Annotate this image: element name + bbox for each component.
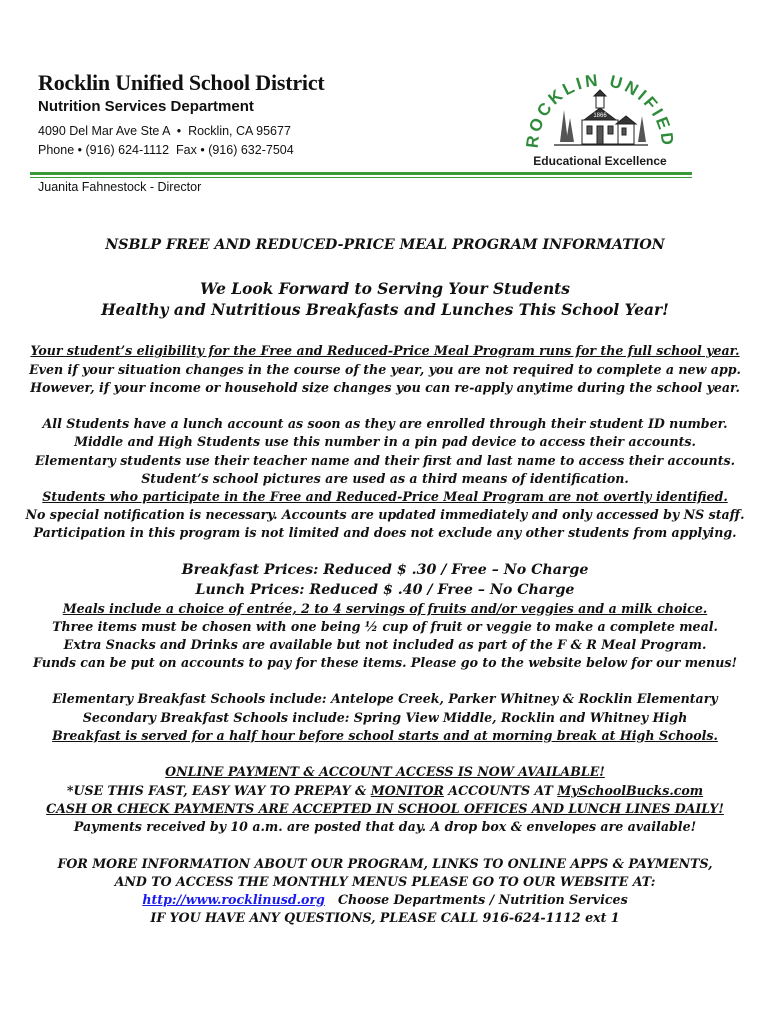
eligibility-line-3: However, if your income or household size changes you can re-apply anytime during the school year. [30,380,740,395]
payment-line-3: CASH OR CHECK PAYMENTS ARE ACCEPTED IN SCHOOL OFFICES AND LUNCH LINES DAILY! [46,801,724,816]
payment-monitor-word: MONITOR [370,783,444,798]
breakfast-prices: Breakfast Prices: Reduced $ .30 / Free – No Charge [181,562,589,578]
breakfast-schools-line-1: Elementary Breakfast Schools include: Antelope Creek, Parker Whitney & Rocklin Elementary [52,691,718,706]
accounts-line-1: All Students have a lunch account as soon as they are enrolled through their student ID number. [42,416,728,431]
district-website-link[interactable]: http://www.rocklinusd.org [142,892,325,907]
subtitle-line-1: We Look Forward to Serving Your Students [200,280,570,298]
phone-fax-line: Phone • (916) 624-1112 Fax • (916) 632-7504 [38,143,294,157]
accounts-line-5: Students who participate in the Free and Reduced-Price Meal Program are not overtly identified. [42,489,728,504]
payment-line-2 [0,783,770,798]
meals-line-3: Extra Snacks and Drinks are available but not included as part of the F & R Meal Program. [63,637,707,652]
myschoolbucks-link[interactable]: MySchoolBucks.com [557,783,704,798]
payment-line-2-text: *USE THIS FAST, EASY WAY TO PREPAY & [66,783,371,798]
meals-line-1: Meals include a choice of entrée, 2 to 4 servings of fruits and/or veggies and a milk choice. [62,601,708,616]
accounts-line-7: Participation in this program is not limited and does not exclude any other students from applying. [33,525,737,540]
logo-tagline: Educational Excellence [533,154,667,168]
info-line-3-text: Choose Departments / Nutrition Services [324,892,628,907]
subtitle-line-2: Healthy and Nutritious Breakfasts and Lunches This School Year! [101,301,669,319]
schoolhouse-logo-icon [520,62,680,154]
accounts-line-3: Elementary students use their teacher name and their first and last name to access their accounts. [35,453,735,468]
eligibility-line-1: Your student’s eligibility for the Free and Reduced-Price Meal Program runs for the full school year. [30,343,740,358]
payment-line-1: ONLINE PAYMENT & ACCOUNT ACCESS IS NOW AVAILABLE! [165,764,605,779]
payment-line-4: Payments received by 10 a.m. are posted that day. A drop box & envelopes are available! [73,819,697,834]
meals-line-2: Three items must be chosen with one being ½ cup of fruit or veggie to make a complete meal. [52,619,718,634]
accounts-line-6: No special notification is necessary. Accounts are updated immediately and only accessed by NS staff. [25,507,745,522]
letterhead-rule-thin [30,177,692,178]
meals-line-4: Funds can be put on accounts to pay for these items. Please go to the website below for our menus! [32,655,737,670]
info-line-4: IF YOU HAVE ANY QUESTIONS, PLEASE CALL 916-624-1112 ext 1 [150,910,620,925]
address-line: 4090 Del Mar Ave Ste A • Rocklin, CA 95677 [38,124,291,138]
breakfast-schools-line-3: Breakfast is served for a half hour before school starts and at morning break at High Schools. [52,728,718,743]
accounts-line-2: Middle and High Students use this number in a pin pad device to access their accounts. [74,434,696,449]
info-line-1: FOR MORE INFORMATION ABOUT OUR PROGRAM, LINKS TO ONLINE APPS & PAYMENTS, [57,856,713,871]
letterhead-rule [30,172,692,175]
accounts-line-4: Student’s school pictures are used as a third means of identification. [141,471,629,486]
logo-arc-text: ROCKLIN UNIFIED [522,70,678,149]
logo-year: 1866 [593,113,607,119]
eligibility-line-2: Even if your situation changes in the course of the year, you are not required to complete a new app. [29,362,741,377]
director-line: Juanita Fahnestock - Director [38,180,202,194]
document-title: NSBLP FREE AND REDUCED-PRICE MEAL PROGRAM INFORMATION [105,237,665,253]
breakfast-schools-line-2: Secondary Breakfast Schools include: Spring View Middle, Rocklin and Whitney High [82,710,688,725]
info-line-3 [0,892,770,907]
info-line-2: AND TO ACCESS THE MONTHLY MENUS PLEASE GO TO OUR WEBSITE AT: [114,874,656,889]
district-logo [520,62,680,170]
lunch-prices: Lunch Prices: Reduced $ .40 / Free – No Charge [195,582,575,598]
payment-line-2-accounts: ACCOUNTS AT [443,783,558,798]
district-name: Rocklin Unified School District [38,70,325,95]
department-name: Nutrition Services Department [38,98,254,115]
